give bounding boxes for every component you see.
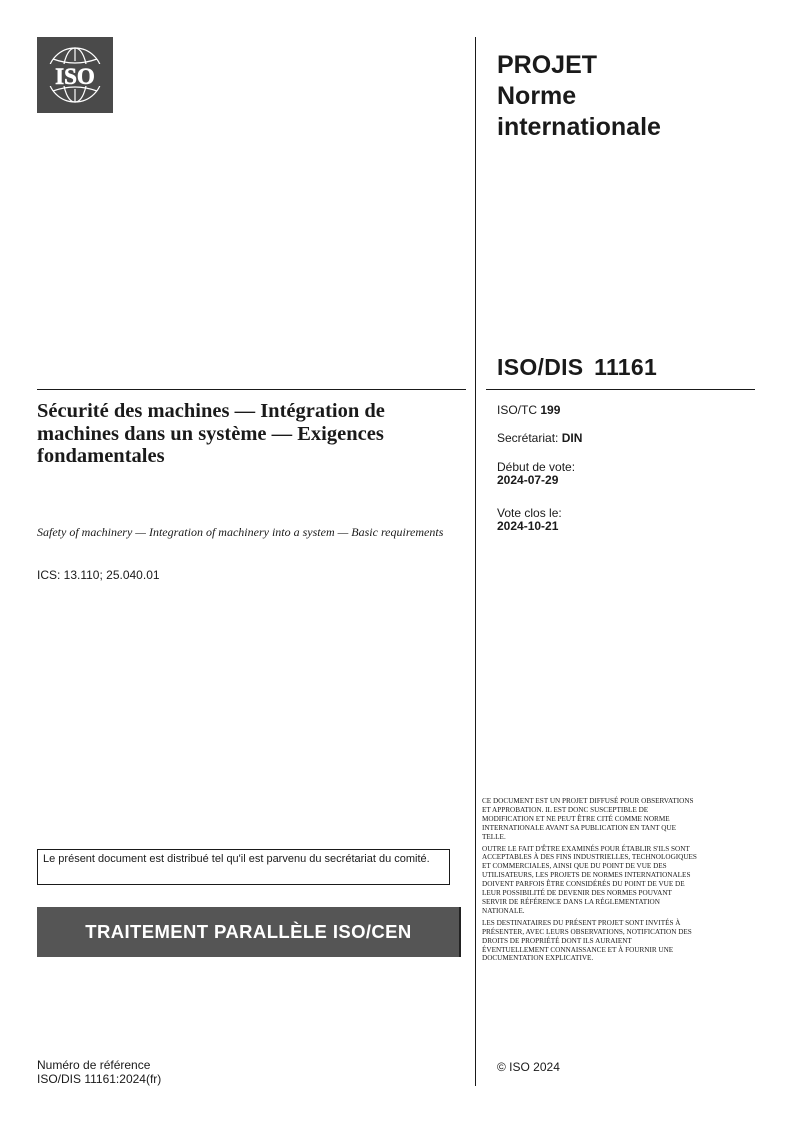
disclaimer-paragraph: OUTRE LE FAIT D'ÊTRE EXAMINÉS POUR ÉTABLIR S'ILS SONT ACCEPTABLES À DES FINS INDUSTRIELLES, TECHNOLOGIQUES ET COMMERCIALES, AINSI QUE DU POINT DE VUE DES UTILISATEURS, LES PROJETS DE NORMES INTERNATIONALES DOIVENT PARFOIS ÊTRE CONSIDÉRÉS DU POINT DE VUE DE LEUR POSSIBILITÉ DE DEVENIR DES NORMES POUVANT SERVIR DE RÉFÉRENCE DANS LA RÉGLEMENTATION NATIONALE. [482, 844, 697, 915]
banner-edge [459, 907, 461, 957]
status-line-norme: Norme [497, 82, 577, 110]
reference-value: ISO/DIS 11161:2024(fr) [37, 1071, 162, 1086]
status-line-internationale: internationale [497, 113, 661, 141]
committee-info [497, 404, 560, 417]
vote-end-label: Vote clos le: [497, 506, 562, 520]
vote-start-label: Début de vote: [497, 460, 576, 474]
vote-end-info [497, 507, 562, 533]
secretariat-info [497, 432, 582, 445]
document-status [497, 50, 757, 143]
document-title: Sécurité des machines — Intégration de machines dans un système — Exigences fondamentales [37, 400, 385, 467]
parallel-processing-banner: TRAITEMENT PARALLÈLE ISO/CEN [37, 907, 460, 957]
status-line-projet: PROJET [497, 51, 598, 79]
right-header-rule [486, 389, 755, 390]
copyright: © ISO 2024 [497, 1060, 560, 1074]
left-header-rule [37, 389, 466, 390]
vote-end-value: 2024-10-21 [497, 519, 559, 533]
secretariat-label: Secrétariat: [497, 431, 559, 445]
disclaimer-paragraph: LES DESTINATAIRES DU PRÉSENT PROJET SONT INVITÉS À PRÉSENTER, AVEC LEURS OBSERVATIONS, NOTIFICATION DES DROITS DE PROPRIÉTÉ DONT ILS AURAIENT ÉVENTUELLEMENT CONNAISSANCE ET À FOURNIR UNE DOCUMENTATION EXPLICATIVE. [482, 918, 692, 963]
disclaimer-paragraph: CE DOCUMENT EST UN PROJET DIFFUSÉ POUR OBSERVATIONS ET APPROBATION. IL EST DONC SUSCEPTIBLE DE MODIFICATION ET NE PEUT ÊTRE CITÉ COMME NORME INTERNATIONALE AVANT SA PUBLICATION EN TANT QUE TELLE. [482, 797, 694, 841]
committee-value: 199 [540, 403, 561, 417]
logo-text: ISO [55, 64, 95, 89]
vote-start-value: 2024-07-29 [497, 473, 559, 487]
committee-label: ISO/TC [497, 403, 538, 417]
reference-label: Numéro de référence [37, 1058, 151, 1072]
ics-codes: ICS: 13.110; 25.040.01 [37, 568, 160, 582]
reference-number [37, 1059, 161, 1086]
column-divider [475, 37, 476, 1086]
secretariat-value: DIN [561, 431, 583, 445]
vote-start-info [497, 461, 575, 487]
document-subtitle-en: Safety of machinery — Integration of machinery into a system — Basic requirements [37, 525, 444, 539]
globe-icon [37, 37, 113, 113]
iso-logo [37, 37, 113, 113]
draft-disclaimer [482, 797, 697, 966]
distribution-note: Le présent document est distribué tel qu'il est parvenu du secrétariat du comité. [37, 849, 450, 885]
standard-number: ISO/DIS 11161 [497, 354, 658, 380]
